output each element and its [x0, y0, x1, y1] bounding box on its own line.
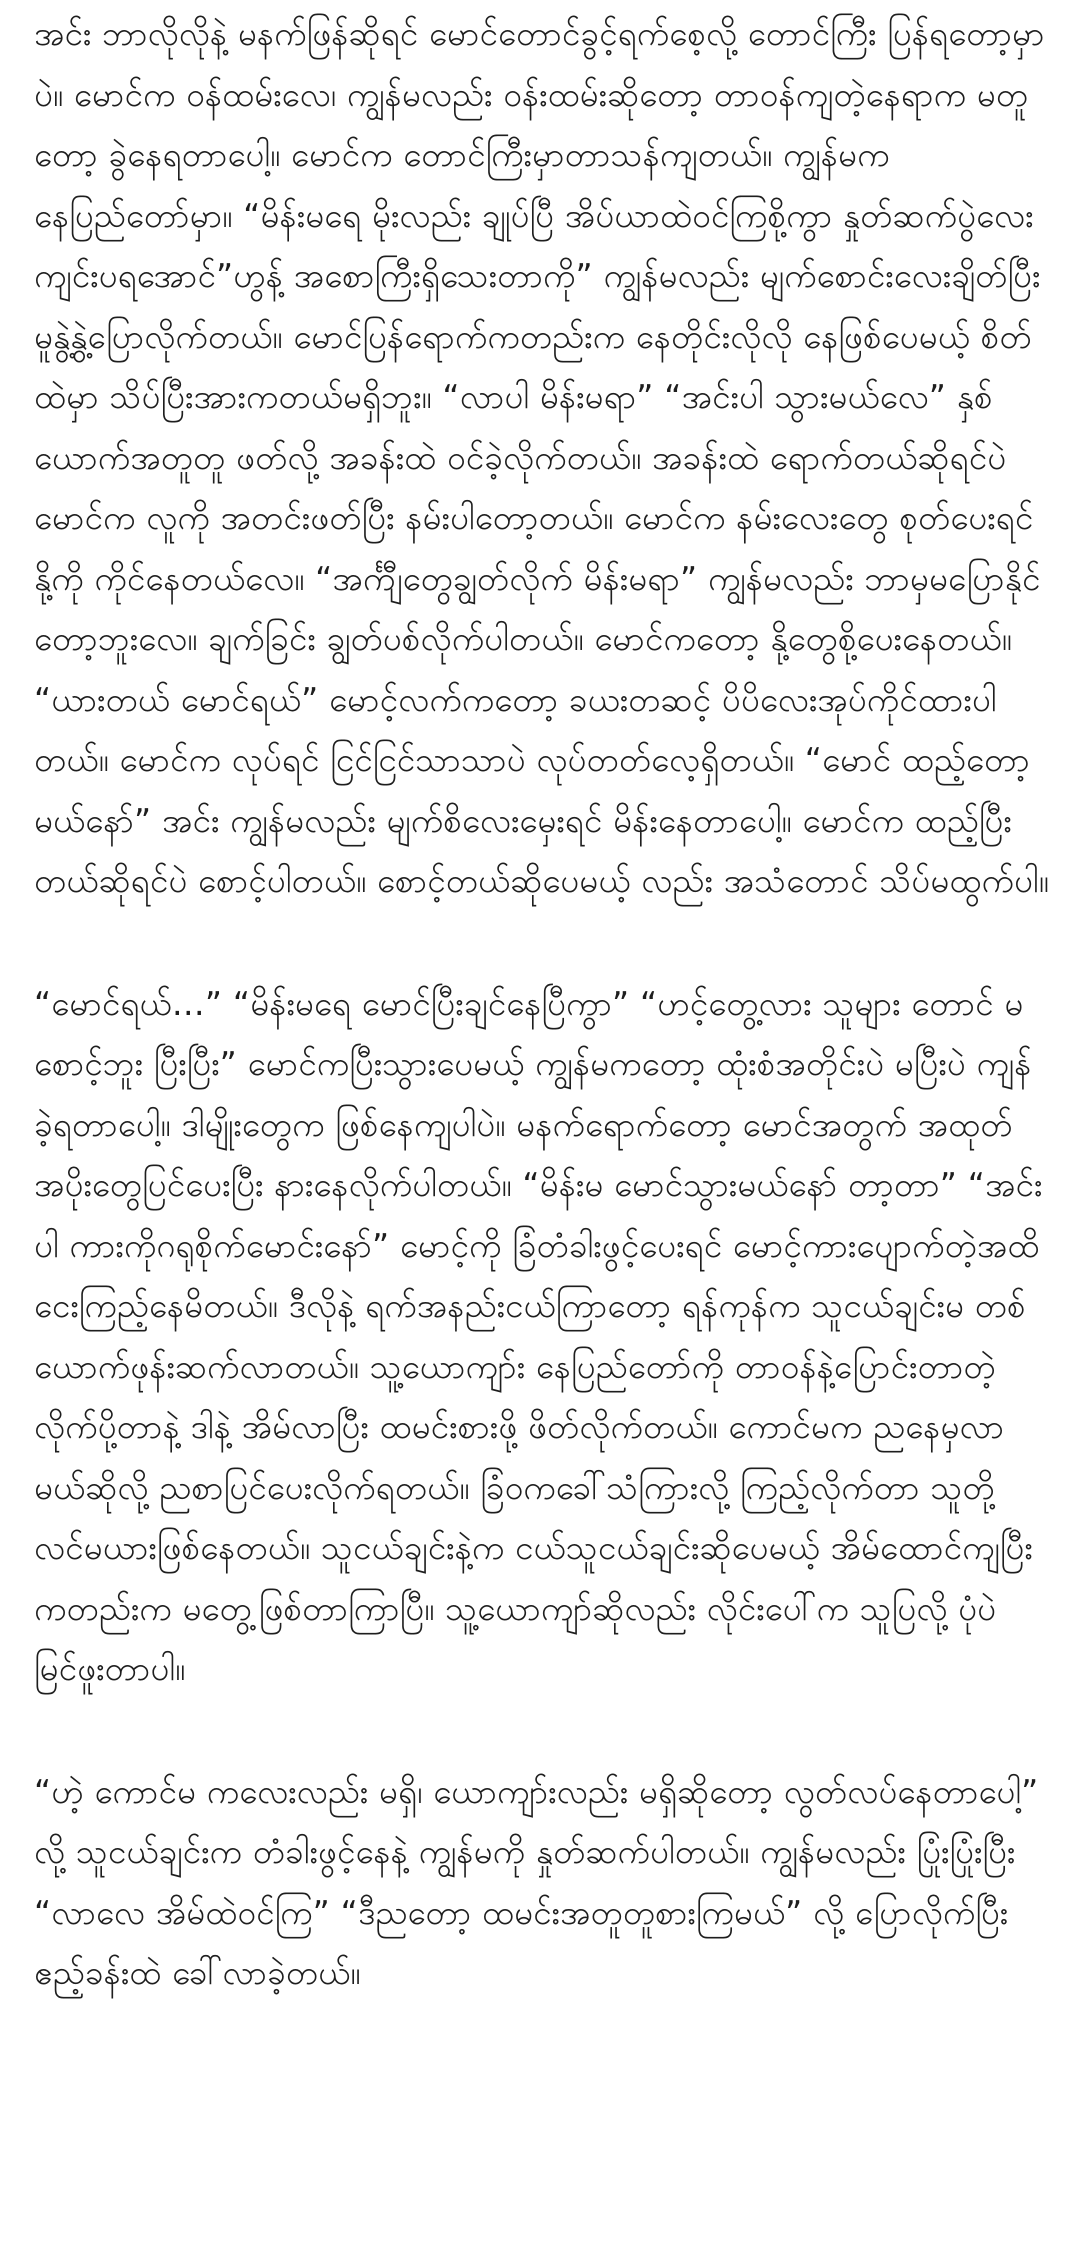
- story-paragraph-2: “မောင်ရယ်…” “မိန်းမရေ မောင်ပြီးချင်နေပြီကွာ” “ဟင့်တွေ့လား သူများ တောင် မစောင့်ဘူး ပြီးပြီး” မောင်ကပြီးသွားပေမယ့် ကျွန်မကတော့ ထုံးစံအတိုင်းပဲ မပြီးပဲ ကျန်ခဲ့ရတာပေါ့။ ဒါမျိုးတွေက ဖြစ်နေကျပါပဲ။ မနက်ရောက်တော့ မောင်အတွက် အထုတ်အပိုးတွေပြင်ပေးပြီး နားနေလိုက်ပါတယ်။ “မိန်းမ မောင်သွားမယ်နော် တာ့တာ” “အင်းပါ ကားကိုဂရုစိုက်မောင်းနော်” မောင့်ကို ခြံတံခါးဖွင့်ပေးရင် မောင့်ကားပျောက်တဲ့အထိ ငေးကြည့်နေမိတယ်။ ဒီလိုနဲ့ ရက်အနည်းငယ်ကြာတော့ ရန်ကုန်က သူငယ်ချင်းမ တစ်ယောက်ဖုန်းဆက်လာတယ်။ သူ့ယောကျာ်း နေပြည်တော်ကို တာဝန်နဲ့ပြောင်းတာတဲ့ လိုက်ပို့တာနဲ့ ဒါနဲ့ အိမ်လာပြီး ထမင်းစားဖို့ ဖိတ်လိုက်တယ်။ ကောင်မက ညနေမှလာမယ်ဆိုလို့ ညစာပြင်ပေးလိုက်ရတယ်။ ခြံဝကခေါ်သံကြားလို့ ကြည့်လိုက်တာ သူတို့လင်မယားဖြစ်နေတယ်။ သူငယ်ချင်းနဲ့က ငယ်သူငယ်ချင်းဆိုပေမယ့် အိမ်ထောင်ကျပြီး ကတည်းက မတွေ့ဖြစ်တာကြာပြီ။ သူ့ယောကျာ်ဆိုလည်း လိုင်းပေါ်က သူပြလို့ ပုံပဲ မြင်ဖူးတာပါ။: [34, 983, 1043, 1688]
- story-paragraph-3: “ဟဲ့ ကောင်မ ကလေးလည်း မရှိ၊ ယောကျာ်းလည်း မရှိဆိုတော့ လွတ်လပ်နေတာပေါ့” လို့ သူငယ်ချင်းက တံခါးဖွင့်နေနဲ့ ကျွန်မကို နှုတ်ဆက်ပါတယ်။ ကျွန်မလည်း ပြုံးပြုံးပြီး “လာလေ အိမ်ထဲဝင်ကြ” “ဒီညတော့ ထမင်းအတူတူစားကြမယ်” လို့ ပြောလိုက်ပြီး ဧည့်ခန်းထဲ ခေါ်လာခဲ့တယ်။: [34, 1771, 1039, 1992]
- story-text: [34, 4, 1049, 2066]
- story-paragraph-1: အင်း ဘာလိုလိုနဲ့ မနက်ဖြန်ဆိုရင် မောင်တောင်ခွင့်ရက်စေ့လို့ တောင်ကြီး ပြန်ရတော့မှာပဲ။ မောင်က ဝန်ထမ်းလေ၊ ကျွန်မလည်း ဝန်းထမ်းဆိုတော့ တာဝန်ကျတဲ့နေရာက မတူတော့ ခွဲနေရတာပေါ့။ မောင်က တောင်ကြီးမှာတာသန်ကျတယ်။ ကျွန်မက နေပြည်တော်မှာ။ “မိန်းမရေ မိုးလည်း ချုပ်ပြီ အိပ်ယာထဲဝင်ကြစို့ကွာ နှုတ်ဆက်ပွဲလေး ကျင်းပရအောင်”ဟွန့် အစောကြီးရှိသေးတာကို” ကျွန်မလည်း မျက်စောင်းလေးချိတ်ပြီး မူနွဲ့နွဲ့ပြောလိုက်တယ်။ မောင်ပြန်ရောက်ကတည်းက နေတိုင်းလိုလို နေဖြစ်ပေမယ့် စိတ်ထဲမှာ သိပ်ပြီးအားကတယ်မရှိဘူး။ “လာပါ မိန်းမရာ” “အင်းပါ သွားမယ်လေ” နှစ်ယောက်အတူတူ ဖတ်လို့ အခန်းထဲ ဝင်ခဲ့လိုက်တယ်။ အခန်းထဲ ရောက်တယ်ဆိုရင်ပဲ မောင်က လူကို အတင်းဖတ်ပြီး နမ်းပါတော့တယ်။ မောင်က နမ်းလေးတွေ စုတ်ပေးရင် နို့ကို ကိုင်နေတယ်လေ။ “အင်္ကျီတွေချွတ်လိုက် မိန်းမရာ” ကျွန်မလည်း ဘာမှမပြောနိုင်တော့ဘူးလေ။ ချက်ခြင်း ချွတ်ပစ်လိုက်ပါတယ်။ မောင်ကတော့ နို့တွေစို့ပေးနေတယ်။ “ယားတယ် မောင်ရယ်” မောင့်လက်ကတော့ ခယးတဆင့် ပိပိလေးအုပ်ကိုင်ထားပါတယ်။ မောင်က လုပ်ရင် ငြင်ငြင်သာသာပဲ လုပ်တတ်လေ့ရှိတယ်။ “မောင် ထည့်တော့မယ်နော်” အင်း ကျွန်မလည်း မျက်စိလေးမှေးရင် မိန်းနေတာပေါ့။ မောင်က ထည့်ပြီးတယ်ဆိုရင်ပဲ စောင့်ပါတယ်။ စောင့်တယ်ဆိုပေမယ့် လည်း အသံတောင် သိပ်မထွက်ပါ။: [34, 14, 1049, 900]
